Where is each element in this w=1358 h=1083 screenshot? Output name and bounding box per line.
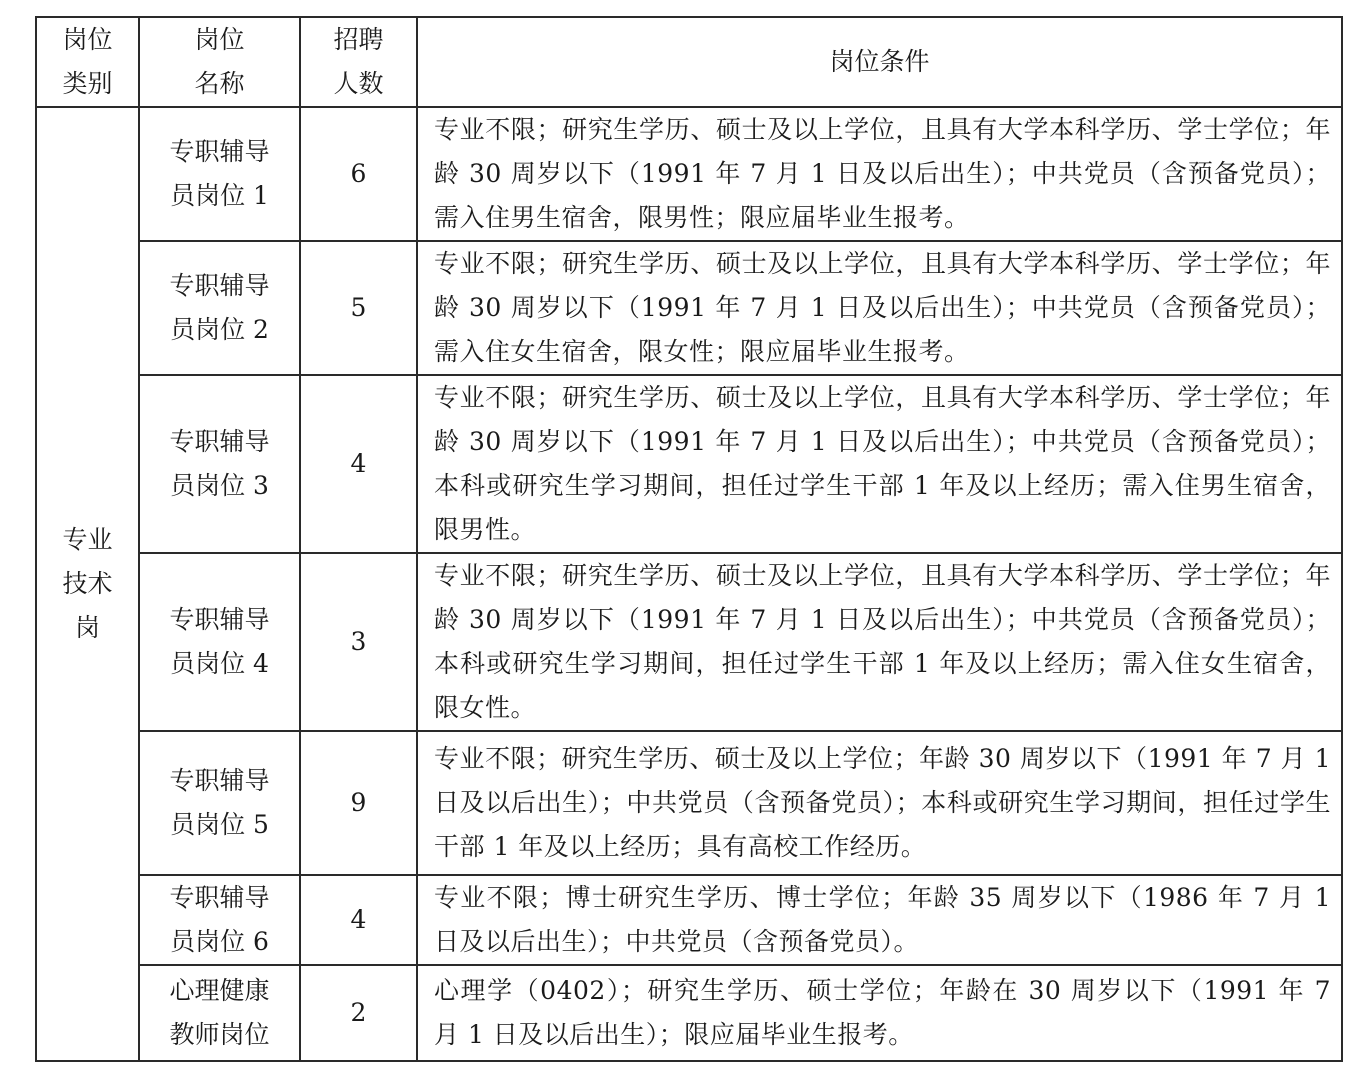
position-conditions [417, 553, 1342, 731]
position-name-line1: 专职辅导 [169, 271, 270, 300]
header-count-line1: 招聘 [333, 25, 384, 54]
position-name [139, 731, 300, 875]
position-name [139, 965, 300, 1061]
position-name-line2: 教师岗位 [169, 1020, 270, 1049]
table-row [36, 107, 1342, 241]
position-count: 6 [300, 107, 417, 241]
conditions-text: 专业不限；研究生学历、硕士及以上学位，且具有大学本科学历、学士学位；年龄 30 周岁以下（1991 年 7 月 1 日及以后出生）；中共党员（含预备党员）；需入住男生宿舍，限男性；限应届毕业生报考。 [434, 115, 1331, 232]
table-row [36, 875, 1342, 965]
position-count: 5 [300, 241, 417, 375]
header-category-line2: 类别 [62, 69, 113, 98]
header-count-line2: 人数 [333, 69, 384, 98]
position-conditions [417, 731, 1342, 875]
header-name-line1: 岗位 [194, 25, 245, 54]
position-name-line2: 员岗位 6 [170, 927, 269, 956]
header-name [139, 17, 300, 107]
position-name [139, 553, 300, 731]
position-name-line2: 员岗位 4 [170, 649, 269, 678]
position-name-line1: 专职辅导 [169, 766, 270, 795]
position-name-line1: 专职辅导 [169, 883, 270, 912]
recruitment-table [35, 16, 1343, 1062]
position-name-line2: 员岗位 1 [170, 181, 269, 210]
position-name-line2: 员岗位 2 [170, 315, 269, 344]
position-count: 9 [300, 731, 417, 875]
position-name-line1: 专职辅导 [169, 137, 270, 166]
position-name-line2: 员岗位 5 [170, 810, 269, 839]
category-line2: 技术 [62, 569, 113, 598]
category-line1: 专业 [62, 525, 113, 554]
position-conditions [417, 241, 1342, 375]
conditions-text: 专业不限；研究生学历、硕士及以上学位，且具有大学本科学历、学士学位；年龄 30 周岁以下（1991 年 7 月 1 日及以后出生）；中共党员（含预备党员）；本科或研究生学习期间，担任过学生干部 1 年及以上经历；需入住男生宿舍，限男性。 [434, 383, 1331, 544]
position-name [139, 241, 300, 375]
table-row [36, 375, 1342, 553]
category-line3: 岗 [74, 613, 100, 642]
category-cell [36, 107, 139, 1061]
table-row [36, 241, 1342, 375]
position-name-line1: 心理健康 [169, 976, 270, 1005]
conditions-text: 专业不限；研究生学历、硕士及以上学位，且具有大学本科学历、学士学位；年龄 30 周岁以下（1991 年 7 月 1 日及以后出生）；中共党员（含预备党员）；需入住女生宿舍，限女性；限应届毕业生报考。 [434, 249, 1331, 366]
position-name-line1: 专职辅导 [169, 605, 270, 634]
table-row [36, 965, 1342, 1061]
conditions-text: 专业不限；研究生学历、硕士及以上学位，且具有大学本科学历、学士学位；年龄 30 周岁以下（1991 年 7 月 1 日及以后出生）；中共党员（含预备党员）；本科或研究生学习期间，担任过学生干部 1 年及以上经历；需入住女生宿舍，限女性。 [434, 561, 1331, 722]
table-row [36, 553, 1342, 731]
header-conditions: 岗位条件 [417, 17, 1342, 107]
position-name [139, 875, 300, 965]
position-count: 4 [300, 375, 417, 553]
position-conditions [417, 107, 1342, 241]
position-conditions [417, 875, 1342, 965]
conditions-text: 心理学（0402）；研究生学历、硕士学位；年龄在 30 周岁以下（1991 年 7 月 1 日及以后出生）；限应届毕业生报考。 [434, 976, 1331, 1049]
header-count [300, 17, 417, 107]
position-conditions [417, 965, 1342, 1061]
position-count: 4 [300, 875, 417, 965]
header-row [36, 17, 1342, 107]
position-name-line2: 员岗位 3 [170, 471, 269, 500]
table-row [36, 731, 1342, 875]
conditions-text: 专业不限；研究生学历、硕士及以上学位；年龄 30 周岁以下（1991 年 7 月 1 日及以后出生）；中共党员（含预备党员）；本科或研究生学习期间，担任过学生干部 1 年及以上经历；具有高校工作经历。 [434, 744, 1331, 861]
header-category [36, 17, 139, 107]
header-name-line2: 名称 [194, 69, 245, 98]
position-name-line1: 专职辅导 [169, 427, 270, 456]
position-count: 3 [300, 553, 417, 731]
position-name [139, 107, 300, 241]
position-count: 2 [300, 965, 417, 1061]
header-category-line1: 岗位 [62, 25, 113, 54]
conditions-text: 专业不限；博士研究生学历、博士学位；年龄 35 周岁以下（1986 年 7 月 1 日及以后出生）；中共党员（含预备党员）。 [434, 883, 1331, 956]
position-name [139, 375, 300, 553]
position-conditions [417, 375, 1342, 553]
